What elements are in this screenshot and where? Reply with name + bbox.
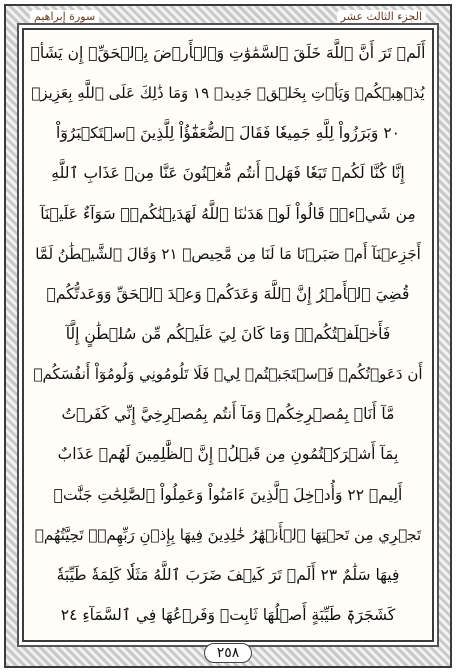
text-line: مِن شَيۡءٖۚ قَالُواْ لَوۡ هَدَىٰنَا ٱللَّهُ لَهَدَيۡنَٰكُمۡۖ سَوَآءٌ عَلَيۡنَآ (40, 204, 416, 223)
text-line: تَجۡرِي مِن تَحۡتِهَا ٱلۡأَنۡهَٰرُ خَٰلِدِينَ فِيهَا بِإِذۡنِ رَبِّهِمۡۖ تَحِيَّتُهُمۡ (34, 525, 422, 544)
text-line: كَشَجَرَةٖ طَيِّبَةٍ أَصۡلُهَا ثَابِتٞ وَفَرۡعُهَا فِي ٱلسَّمَآءِ ٢٤ (60, 605, 396, 624)
page-footer (0, 642, 456, 664)
page-header (22, 6, 434, 26)
text-line: ٢٠ وَبَرَزُواْ لِلَّهِ جَمِيعٗا فَقَالَ ٱلضُّعَفَٰٓؤُاْ لِلَّذِينَ ٱسۡتَكۡبَرُوٓاْ (56, 124, 400, 143)
text-line: أَلِيمٞ ٢٢ وَأُدۡخِلَ ٱلَّذِينَ ءَامَنُواْ وَعَمِلُواْ ٱلصَّٰلِحَٰتِ جَنَّٰتٖ (53, 485, 403, 504)
text-line: فَأَخۡلَفۡتُكُمۡۖ وَمَا كَانَ لِيَ عَلَيۡكُم مِّن سُلۡطَٰنٍ إِلَّآ (65, 324, 391, 343)
text-line: أَلَمۡ تَرَ أَنَّ ٱللَّهَ خَلَقَ ٱلسَّمَٰوَٰتِ وَٱلۡأَرۡضَ بِٱلۡحَقِّۚ إِن يَشَأۡ (30, 44, 426, 62)
text-line: بِمَآ أَشۡرَكۡتُمُونِ مِن قَبۡلُۗ إِنَّ ٱلظَّٰلِمِينَ لَهُمۡ عَذَابٌ (57, 445, 399, 464)
surah-label: سورة إبراهيم (30, 10, 99, 23)
text-line: فِيهَا سَلَٰمٌ ٢٣ أَلَمۡ تَرَ كَيۡفَ ضَرَبَ ٱللَّهُ مَثَلٗا كَلِمَةٗ طَيِّبَةٗ (56, 565, 400, 584)
text-line: قُضِيَ ٱلۡأَمۡرُ إِنَّ ٱللَّهَ وَعَدَكُمۡ وَعۡدَ ٱلۡحَقِّ وَوَعَدتُّكُمۡ (46, 284, 410, 303)
juz-label: الجزء الثالث عشر (337, 10, 426, 23)
text-line: أَجَزِعۡنَآ أَمۡ صَبَرۡنَا مَا لَنَا مِن مَّحِيصٖ ٢١ وَقَالَ ٱلشَّيۡطَٰنُ لَمَّا (35, 244, 421, 263)
text-line: إِنَّا كُنَّا لَكُمۡ تَبَعٗا فَهَلۡ أَنتُم مُّغۡنُونَ عَنَّا مِنۡ عَذَابِ ٱللَّهِ (51, 164, 405, 183)
text-line: مَّآ أَنَا۠ بِمُصۡرِخِكُمۡ وَمَآ أَنتُم بِمُصۡرِخِيَّ إِنِّي كَفَرۡتُ (61, 405, 395, 424)
verse-text (30, 34, 426, 634)
text-line: يُذۡهِبۡكُمۡ وَيَأۡتِ بِخَلۡقٖ جَدِيدٖ ١٩ وَمَا ذَٰلِكَ عَلَى ٱللَّهِ بِعَزِيزٖ (31, 84, 425, 103)
text-line: أَن دَعَوۡتُكُمۡ فَٱسۡتَجَبۡتُمۡ لِيۖ فَلَا تَلُومُونِي وَلُومُوٓاْ أَنفُسَكُمۖ (33, 365, 423, 384)
page-number: ٢٥٨ (204, 643, 253, 663)
